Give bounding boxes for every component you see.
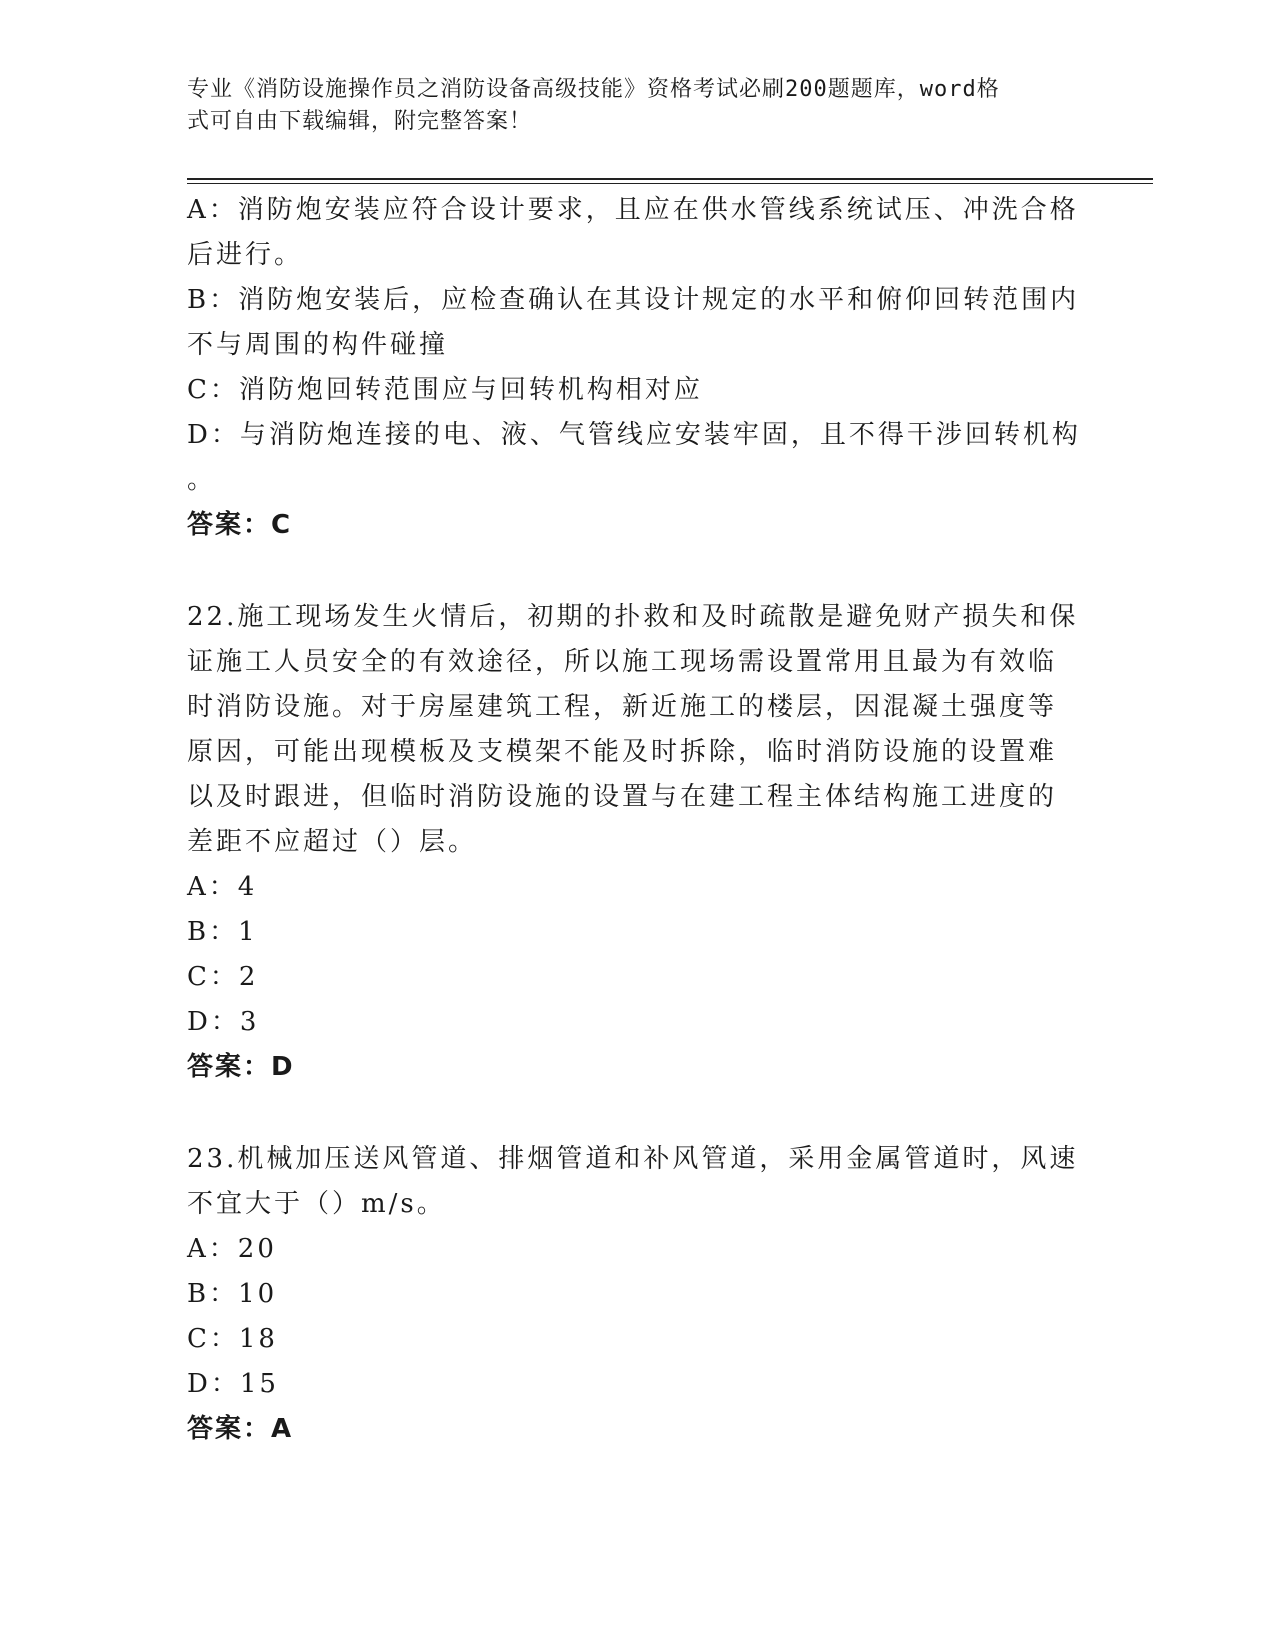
question-22-stem-line: 22.施工现场发生火情后，初期的扑救和及时疏散是避免财产损失和保: [187, 602, 1079, 632]
option-a-line-1: A：消防炮安装应符合设计要求，且应在供水管线系统试压、冲洗合格: [187, 195, 1079, 225]
question-22-stem-line: 时消防设施。对于房屋建筑工程，新近施工的楼层，因混凝土强度等: [187, 692, 1058, 722]
option-a-line-2: 后进行。: [187, 240, 304, 270]
question-23-stem-line: 不宜大于（）m/s。: [187, 1189, 446, 1219]
option-a: A：4: [187, 872, 258, 902]
question-22-stem-line: 以及时跟进，但临时消防设施的设置与在建工程主体结构施工进度的: [187, 782, 1058, 812]
document-header: [187, 74, 1072, 138]
option-d: D：3: [187, 1007, 260, 1037]
header-divider: [187, 178, 1153, 180]
spacer: [187, 548, 1072, 595]
question-21-options: [187, 188, 1081, 548]
question-23-stem-line: 23.机械加压送风管道、排烟管道和补风管道，采用金属管道时，风速: [187, 1144, 1079, 1174]
document-body: [187, 188, 1081, 1452]
question-22-stem-line: 差距不应超过（）层。: [187, 827, 478, 857]
option-b: B：1: [187, 917, 258, 947]
option-c: C：消防炮回转范围应与回转机构相对应: [187, 375, 703, 405]
option-a: A：20: [187, 1234, 277, 1264]
option-d-line-2: 。: [187, 465, 217, 495]
option-b-line-2: 不与周围的构件碰撞: [187, 330, 449, 360]
question-22-stem-line: 证施工人员安全的有效途径，所以施工现场需设置常用且最为有效临: [187, 647, 1058, 677]
option-b: B：10: [187, 1279, 278, 1309]
option-d: D：15: [187, 1369, 279, 1399]
option-c: C：18: [187, 1324, 278, 1354]
answer-21: 答案：C: [187, 510, 293, 540]
question-22-stem-line: 原因，可能出现模板及支模架不能及时拆除，临时消防设施的设置难: [187, 737, 1058, 767]
answer-22: 答案：D: [187, 1052, 295, 1082]
question-23: [187, 1137, 1079, 1452]
spacer: [187, 1090, 1072, 1137]
header-line-2: 式可自由下载编辑，附完整答案！: [187, 109, 533, 134]
option-c: C：2: [187, 962, 259, 992]
answer-23: 答案：A: [187, 1414, 294, 1444]
header-line-1: 专业《消防设施操作员之消防设备高级技能》资格考试必刷200题题库，word格: [187, 77, 1000, 102]
question-22: [187, 595, 1079, 1090]
header-divider-thin: [187, 183, 1153, 184]
option-d-line-1: D：与消防炮连接的电、液、气管线应安装牢固，且不得干涉回转机构: [187, 420, 1081, 450]
option-b-line-1: B：消防炮安装后，应检查确认在其设计规定的水平和俯仰回转范围内: [187, 285, 1080, 315]
